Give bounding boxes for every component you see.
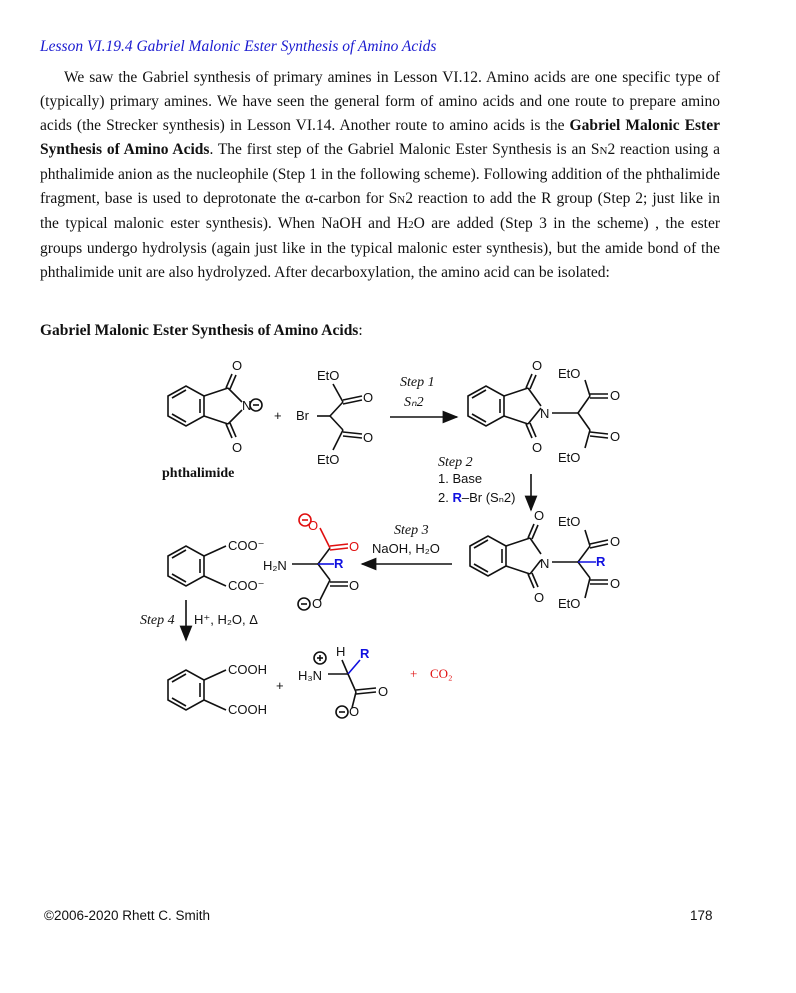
atom-label: O xyxy=(349,704,360,719)
step4-reagents: H⁺, H₂O, Δ xyxy=(194,612,258,627)
r-group-label: R xyxy=(360,646,370,661)
plus-sign: + xyxy=(276,678,284,693)
atom-label: N xyxy=(540,556,550,571)
carboxylic-acid-label: COOH xyxy=(228,662,267,677)
atom-label: O xyxy=(610,388,621,403)
step2-reagent-2: 2. R–Br (Sₙ2) xyxy=(438,490,516,505)
bromomalonate-structure xyxy=(317,384,362,450)
atom-label: O xyxy=(232,358,243,373)
r-group-label: R xyxy=(596,554,606,569)
alkylated-malonate-structure xyxy=(470,524,608,598)
ammonium-label: H₃N xyxy=(298,668,323,683)
page-number: 178 xyxy=(690,908,713,923)
atom-label: O xyxy=(534,508,545,523)
intro-paragraph: We saw the Gabriel synthesis of primary amines in Lesson VI.12. Amino acids are one specific type of (typically) primary amines. We have seen the general form of amino acids and one route to prepare amino acids (the Strecker synthesis) in Lesson VI.14. Another route to amino acids is the Gabriel Malonic Ester Synthesis of Amino Acids. The first step of the Gabriel Malonic Ester Synthesis is an SN2 reaction using a phthalimide anion as the nucleophile (Step 1 in the following scheme). Following addition of the phthalimide fragment, base is used to deprotonate the α-carbon for SN2 reaction to add the R group (Step 2; just like in the typical malonic ester synthesis). When NaOH and H2O are added (Step 3 in the scheme) , the ester groups undergo hydrolysis (again just like in the typical malonic ester synthesis), but the amide bond of the phthalimide unit are also hydrolyzed. After decarboxylation, the amino acid can be isolated: xyxy=(40,69,720,281)
group-label: EtO xyxy=(558,596,581,611)
phthalimide-label: phthalimide xyxy=(162,466,235,481)
step3-reagents: NaOH, H₂O xyxy=(372,541,440,556)
atom-label: N xyxy=(242,398,252,413)
plus-sign: + xyxy=(410,666,418,681)
atom-label: O xyxy=(534,590,545,605)
atom-label: O xyxy=(363,390,374,405)
atom-label: O xyxy=(610,429,621,444)
atom-label: O xyxy=(308,518,319,533)
carboxylic-acid-label: COOH xyxy=(228,702,267,717)
scheme-heading: Gabriel Malonic Ester Synthesis of Amino Acids: xyxy=(40,322,363,339)
footer-copyright: ©2006-2020 Rhett C. Smith xyxy=(44,908,211,923)
atom-label: O xyxy=(349,539,360,554)
step2-reagent-1: 1. Base xyxy=(438,471,483,486)
atom-label: O xyxy=(532,358,543,373)
atom-label: O xyxy=(312,596,323,611)
plus-sign: + xyxy=(274,408,282,423)
phthalic-acid-structure xyxy=(168,670,226,710)
amine-label: H₂N xyxy=(263,558,287,573)
phthalimidomalonate-structure xyxy=(468,374,608,448)
atom-label: H xyxy=(336,644,346,659)
step4-title: Step 4 xyxy=(140,613,175,628)
atom-label: O xyxy=(610,534,621,549)
phthalate-structure xyxy=(168,546,226,586)
atom-label: O xyxy=(232,440,243,455)
atom-label: O xyxy=(532,440,543,455)
group-label: EtO xyxy=(317,368,340,383)
group-label: EtO xyxy=(558,514,581,529)
atom-label: O xyxy=(363,430,374,445)
r-group-label: R xyxy=(334,556,344,571)
amino-acid-structure xyxy=(314,652,376,718)
carboxylate-label: COO⁻ xyxy=(228,538,265,553)
atom-label: O xyxy=(349,578,360,593)
group-label: EtO xyxy=(558,366,581,381)
reaction-scheme xyxy=(0,350,796,740)
group-label: EtO xyxy=(558,450,581,465)
carboxylate-label: COO⁻ xyxy=(228,578,265,593)
atom-label: O xyxy=(378,684,389,699)
co2-label: CO₂ xyxy=(430,666,453,681)
group-label: EtO xyxy=(317,452,340,467)
step3-title: Step 3 xyxy=(394,523,429,538)
atom-label: Br xyxy=(296,408,309,423)
step1-title: Step 1 xyxy=(400,375,435,390)
lesson-title: Lesson VI.19.4 Gabriel Malonic Ester Synthesis of Amino Acids xyxy=(40,38,437,55)
atom-label: O xyxy=(610,576,621,591)
step2-title: Step 2 xyxy=(438,455,473,470)
step1-conditions: Sₙ2 xyxy=(404,395,424,410)
atom-label: N xyxy=(540,406,550,421)
